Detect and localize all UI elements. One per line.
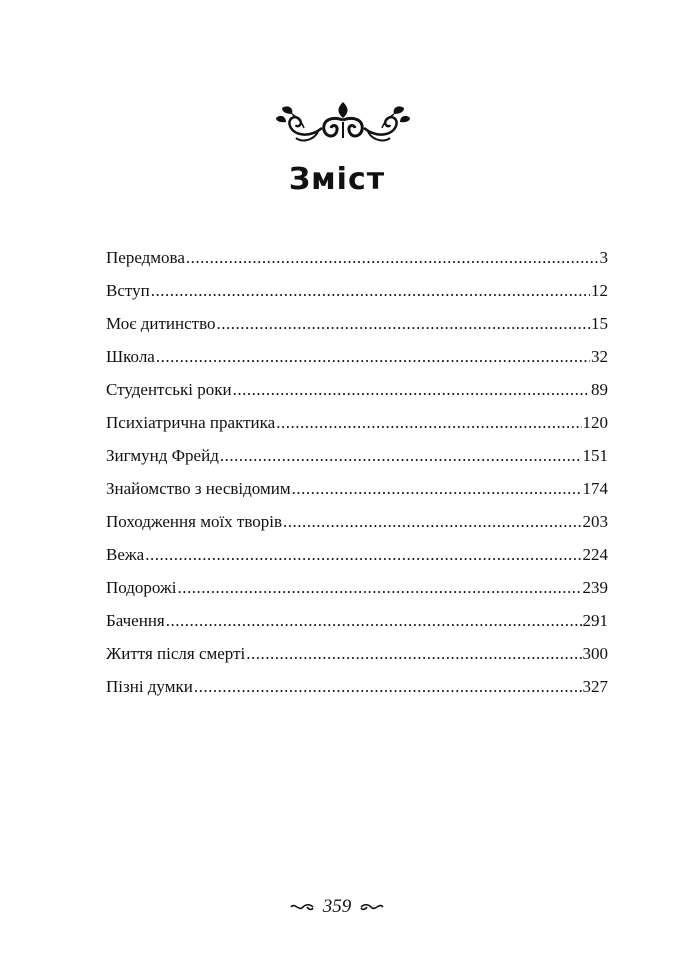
toc-entry-title: Моє дитинство [106, 314, 216, 333]
toc-entry-title: Подорожі [106, 578, 177, 597]
toc-leader-dots [233, 380, 590, 400]
toc-entry-page: 203 [582, 512, 608, 531]
toc-entry-page: 224 [582, 545, 608, 564]
toc-entry-title: Бачення [106, 611, 165, 630]
toc-entry [106, 545, 608, 578]
toc-entry [106, 446, 608, 479]
toc-entry [106, 281, 608, 314]
toc-leader-dots [283, 512, 581, 532]
toc-entry-page: 300 [582, 644, 608, 663]
toc-leader-dots [151, 281, 590, 301]
toc-entry-title: Пізні думки [106, 677, 193, 696]
toc-entry-page: 327 [582, 677, 608, 696]
page-footer [0, 896, 674, 918]
toc-entry [106, 578, 608, 611]
toc-leader-dots [276, 413, 581, 433]
toc-leader-dots [217, 314, 591, 334]
toc-entry-title: Зигмунд Фрейд [106, 446, 219, 465]
toc-entry-title: Життя після смерті [106, 644, 246, 663]
toc-entry-title: Походження моїх творів [106, 512, 283, 531]
toc-entry-page: 3 [599, 248, 608, 267]
toc-entry [106, 380, 608, 413]
toc-leader-dots [292, 479, 582, 499]
toc-entry-page: 291 [582, 611, 608, 630]
toc-entry [106, 512, 608, 545]
toc-entry-title: Знайомство з несвідомим [106, 479, 291, 498]
toc-entry-page: 89 [591, 380, 608, 399]
toc-entry-title: Вежа [106, 545, 145, 564]
toc-leader-dots [177, 578, 581, 598]
toc-leader-dots [220, 446, 582, 466]
toc-entry [106, 314, 608, 347]
toc-leader-dots [194, 677, 582, 697]
toc-leader-dots [145, 545, 581, 565]
toc-entry [106, 677, 608, 710]
page-title: Зміст [288, 162, 386, 197]
floral-ornament-icon [272, 98, 414, 146]
toc-entry-title: Вступ [106, 281, 150, 300]
flourish-right-icon [359, 901, 385, 913]
toc-leader-dots [156, 347, 590, 367]
toc-entry-page: 151 [582, 446, 608, 465]
toc-entry-title: Психіатрична практика [106, 413, 276, 432]
toc-entry-page: 239 [582, 578, 608, 597]
table-of-contents [106, 248, 608, 710]
toc-entry-page: 120 [582, 413, 608, 432]
toc-entry [106, 347, 608, 380]
toc-leader-dots [186, 248, 599, 268]
toc-entry [106, 248, 608, 281]
toc-entry [106, 413, 608, 446]
toc-entry-page: 32 [591, 347, 608, 366]
toc-entry-page: 12 [591, 281, 608, 300]
toc-entry-title: Школа [106, 347, 155, 366]
flourish-left-icon [289, 901, 315, 913]
toc-leader-dots [246, 644, 581, 664]
toc-entry [106, 644, 608, 677]
toc-entry [106, 611, 608, 644]
toc-entry-title: Передмова [106, 248, 185, 267]
toc-entry-page: 15 [591, 314, 608, 333]
page-number: 359 [322, 896, 352, 917]
toc-entry-title: Студентські роки [106, 380, 232, 399]
toc-entry [106, 479, 608, 512]
toc-entry-page: 174 [582, 479, 608, 498]
toc-leader-dots [166, 611, 582, 631]
